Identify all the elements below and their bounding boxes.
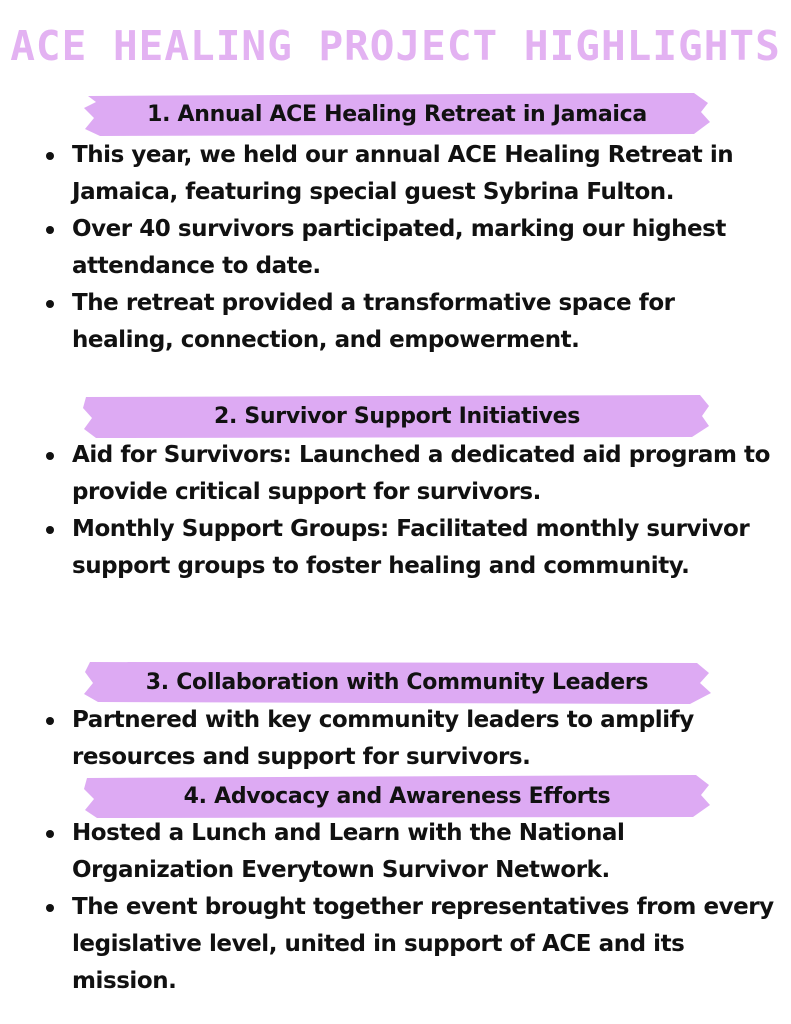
list-item: Over 40 survivors participated, marking our highest attendance to date.	[38, 211, 783, 285]
bullet-icon	[46, 830, 54, 838]
list-item: The retreat provided a transformative space for healing, connection, and empowerment.	[38, 285, 783, 359]
bullet-icon	[46, 300, 54, 308]
section-3-bullet-list	[38, 702, 783, 776]
section-heading: 3. Collaboration with Community Leaders	[145, 669, 649, 695]
bullet-icon	[46, 152, 54, 160]
section-1-heading-band	[82, 91, 712, 137]
list-item: This year, we held our annual ACE Healing Retreat in Jamaica, featuring special guest Sybrina Fulton.	[38, 137, 783, 211]
section-4-heading-band	[82, 773, 712, 819]
list-item: Monthly Support Groups: Facilitated monthly survivor support groups to foster healing and community.	[38, 511, 783, 585]
section-2-heading-band	[82, 393, 712, 439]
section-2-bullet-list	[38, 437, 783, 585]
section-3-heading-band	[82, 659, 712, 705]
list-item: Hosted a Lunch and Learn with the National Organization Everytown Survivor Network.	[38, 815, 783, 889]
bullet-icon	[46, 226, 54, 234]
bullet-icon	[46, 717, 54, 725]
bullet-icon	[46, 526, 54, 534]
section-heading: 1. Annual ACE Healing Retreat in Jamaica	[147, 101, 647, 127]
page-title: ACE HEALING PROJECT HIGHLIGHTS	[10, 22, 781, 70]
list-item: Aid for Survivors: Launched a dedicated aid program to provide critical support for survivors.	[38, 437, 783, 511]
list-item: The event brought together representatives from every legislative level, united in support of ACE and its mission.	[38, 889, 783, 1000]
section-heading: 4. Advocacy and Awareness Efforts	[183, 783, 611, 809]
section-heading: 2. Survivor Support Initiatives	[213, 403, 581, 429]
list-item: Partnered with key community leaders to amplify resources and support for survivors.	[38, 702, 783, 776]
bullet-icon	[46, 904, 54, 912]
bullet-icon	[46, 452, 54, 460]
section-4-bullet-list	[38, 815, 783, 1000]
section-1-bullet-list	[38, 137, 783, 359]
